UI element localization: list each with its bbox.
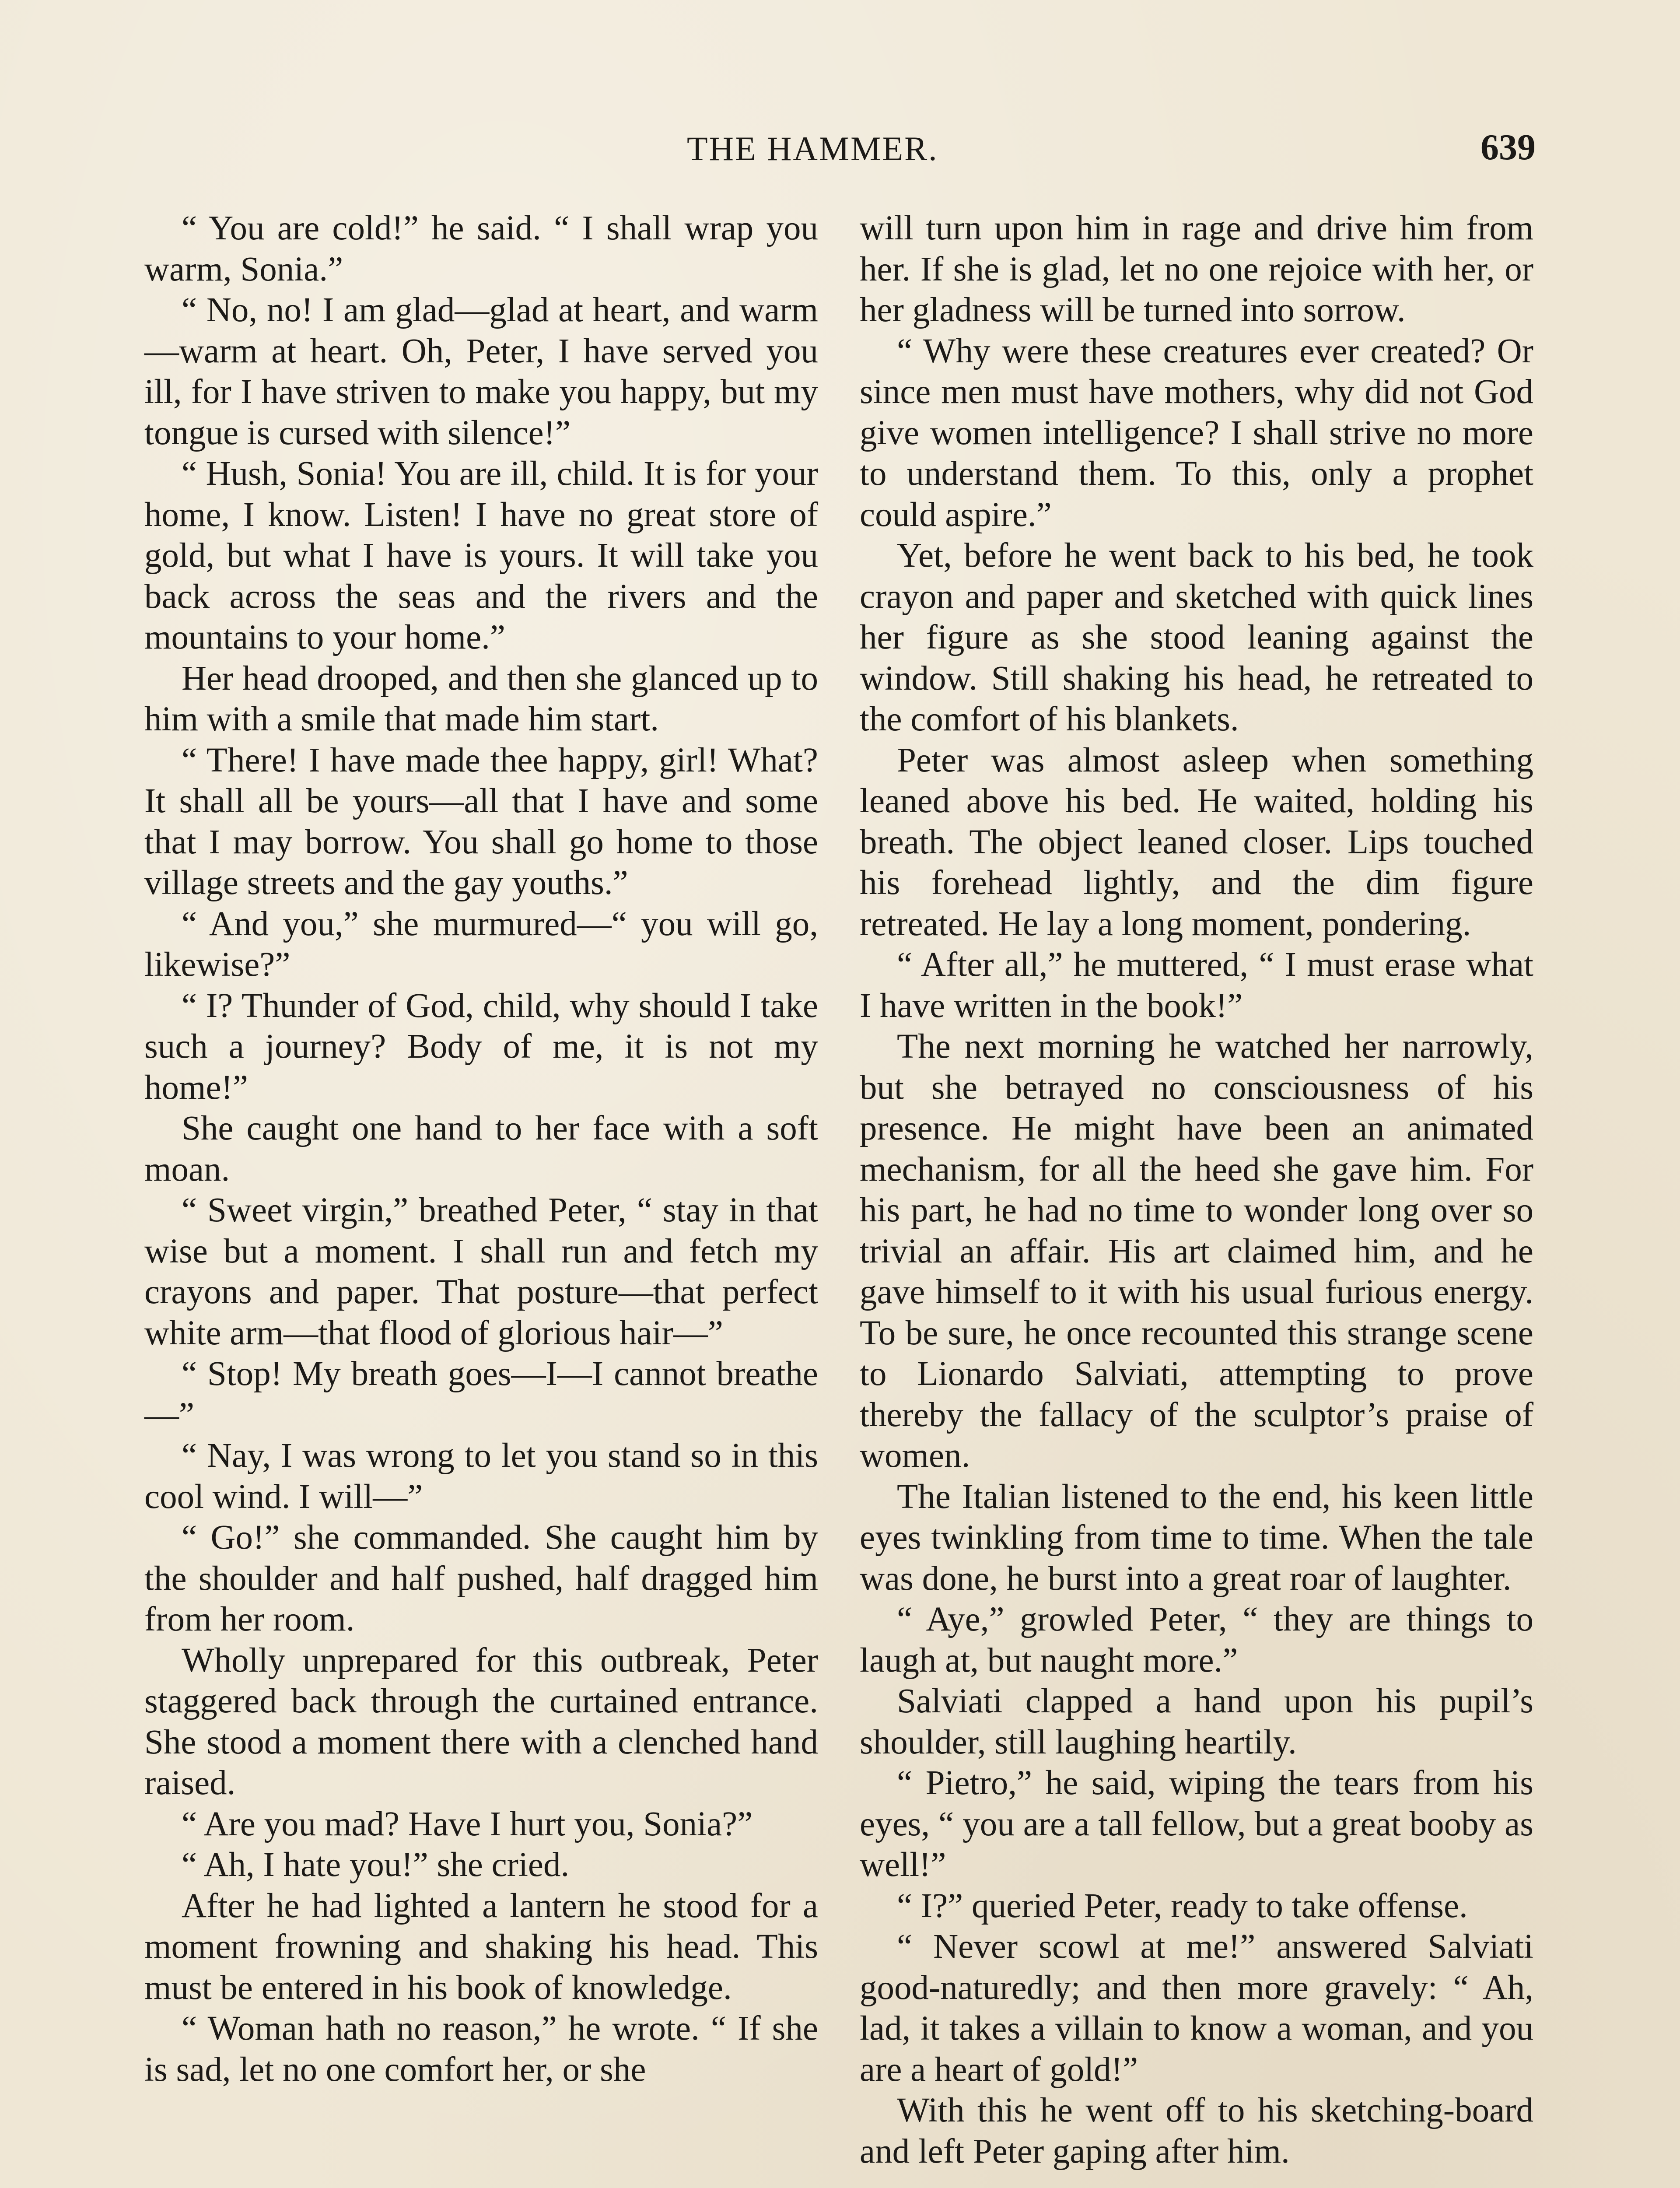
paragraph: “ Nay, I was wrong to let you stand so in this cool wind. I will—” bbox=[144, 1437, 818, 1516]
paragraph: “ Hush, Sonia! You are ill, child. It is for your home, I know. Listen! I have no great store of gold, but what I have is yours. It will take you back across the seas and the rivers and the mountains to your home.” bbox=[144, 455, 818, 656]
paragraph: “ After all,” he muttered, “ I must erase what I have written in the book!” bbox=[860, 946, 1533, 1025]
text-column-right bbox=[860, 208, 1533, 2172]
paragraph: “ Why were these creatures ever created? Or since men must have mothers, why did not God give women intelligence? I shall strive no more to understand them. To this, only a prophet could aspire.” bbox=[860, 332, 1533, 534]
running-title: THE HAMMER. bbox=[687, 130, 938, 168]
text-column-left bbox=[144, 208, 818, 2090]
paragraph: “ Stop! My breath goes—I—I cannot breathe—” bbox=[144, 1355, 818, 1434]
paragraph: Wholly unprepared for this outbreak, Peter staggered back through the curtained entrance. She stood a moment there with a clenched hand raised. bbox=[144, 1641, 818, 1802]
paragraph: “ Go!” she commanded. She caught him by the shoulder and half pushed, half dragged him from her room. bbox=[144, 1518, 818, 1638]
page-number: 639 bbox=[1480, 127, 1536, 168]
paragraph: After he had lighted a lantern he stood for a moment frowning and shaking his head. This must be entered in his book of knowledge. bbox=[144, 1886, 818, 2007]
paragraph: “ Pietro,” he said, wiping the tears from his eyes, “ you are a tall fellow, but a great booby as well!” bbox=[860, 1764, 1533, 1884]
paragraph: “ And you,” she murmured—“ you will go, likewise?” bbox=[144, 905, 818, 984]
paragraph: With this he went off to his sketching-board and left Peter gaping after him. bbox=[860, 2091, 1533, 2170]
paragraph: “ Are you mad? Have I hurt you, Sonia?” bbox=[182, 1805, 753, 1843]
paragraph: The Italian listened to the end, his keen little eyes twinkling from time to time. When the tale was done, he burst into a great roar of laughter. bbox=[860, 1477, 1533, 1598]
paragraph: “ Aye,” growled Peter, “ they are things to laugh at, but naught more.” bbox=[860, 1600, 1533, 1680]
paragraph: “ I? Thunder of God, child, why should I take such a journey? Body of me, it is not my home!” bbox=[144, 986, 818, 1107]
paragraph: “ There! I have made thee happy, girl! What? It shall all be yours—all that I have and some that I may borrow. You shall go home to those village streets and the gay youths.” bbox=[144, 741, 818, 902]
paragraph: “ I?” queried Peter, ready to take offense. bbox=[897, 1886, 1468, 1925]
paragraph: Peter was almost asleep when something leaned above his bed. He waited, holding his breath. The object leaned closer. Lips touched his forehead lightly, and the dim figure retreated. He lay a long moment, pondering. bbox=[860, 741, 1533, 943]
paragraph: “ Woman hath no reason,” he wrote. “ If she is sad, let no one comfort her, or she bbox=[144, 2009, 818, 2089]
paragraph: She caught one hand to her face with a soft moan. bbox=[144, 1109, 818, 1189]
paragraph: “ No, no! I am glad—glad at heart, and warm—warm at heart. Oh, Peter, I have served you ill, for I have striven to make you happy, but my tongue is cursed with silence!” bbox=[144, 291, 818, 452]
paragraph: “ Never scowl at me!” answered Salviati good-naturedly; and then more gravely: “ Ah, lad, it takes a villain to know a woman, and you are a heart of gold!” bbox=[860, 1928, 1533, 2089]
paragraph: Yet, before he went back to his bed, he took crayon and paper and sketched with quick lines her figure as she stood leaning against the window. Still shaking his head, he retreated to the comfort of his blankets. bbox=[860, 536, 1533, 738]
paragraph: will turn upon him in rage and drive him from her. If she is glad, let no one rejoice with her, or her gladness will be turned into sorrow. bbox=[860, 209, 1533, 329]
paragraph: Salviati clapped a hand upon his pupil’s shoulder, still laughing heartily. bbox=[860, 1682, 1533, 1761]
paragraph: The next morning he watched her narrowly, but she betrayed no consciousness of his presence. He might have been an animated mechanism, for all the heed she gave him. For his part, he had no time to wonder long over so trivial an affair. His art claimed him, and he gave himself to it with his usual furious energy. To be sure, he once recounted this strange scene to Lionardo Salviati, attempting to prove thereby the fallacy of the sculptor’s praise of women. bbox=[860, 1027, 1533, 1475]
paragraph: “ Ah, I hate you!” she cried. bbox=[182, 1846, 570, 1884]
paragraph: “ You are cold!” he said. “ I shall wrap you warm, Sonia.” bbox=[144, 209, 818, 288]
paragraph: “ Sweet virgin,” breathed Peter, “ stay in that wise but a moment. I shall run and fetch my crayons and paper. That posture—that perfect white arm—that flood of glorious hair—” bbox=[144, 1191, 818, 1352]
paragraph: Her head drooped, and then she glanced up to him with a smile that made him start. bbox=[144, 659, 818, 738]
